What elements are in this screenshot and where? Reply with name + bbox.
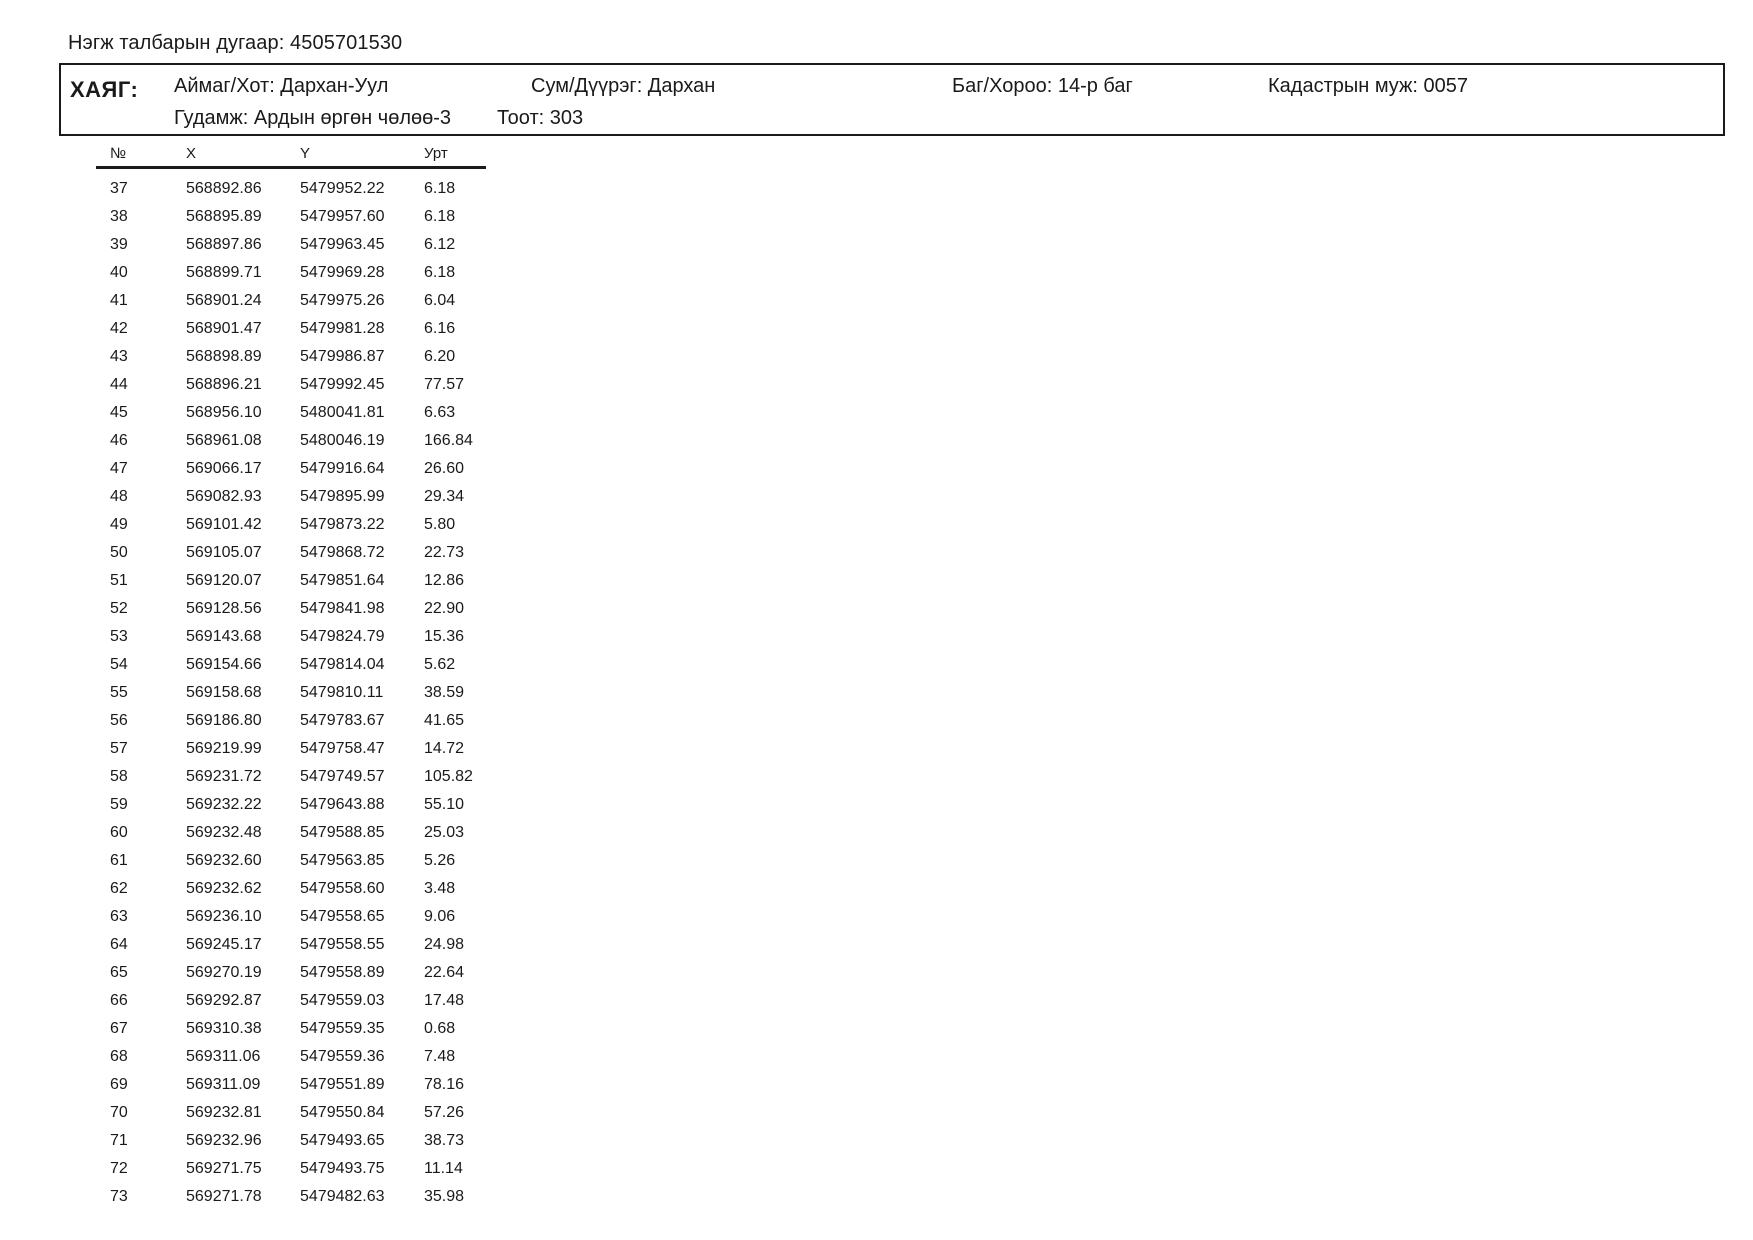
cell-length: 29.34 — [424, 488, 465, 505]
cell-length: 12.86 — [424, 572, 465, 589]
cell-number: 57 — [110, 740, 128, 757]
cell-length: 166.84 — [424, 432, 473, 449]
cell-length: 15.36 — [424, 628, 465, 645]
cell-y: 5479975.26 — [300, 292, 385, 309]
cell-length: 6.18 — [424, 208, 456, 225]
cell-length: 55.10 — [424, 796, 465, 813]
cell-y: 5479588.85 — [300, 824, 385, 841]
cell-y: 5479559.36 — [300, 1048, 385, 1065]
cell-y: 5479992.45 — [300, 376, 385, 393]
table-row — [96, 791, 486, 819]
cell-number: 38 — [110, 208, 128, 225]
cell-length: 5.26 — [424, 852, 456, 869]
cell-x: 569158.68 — [186, 684, 262, 701]
cell-x: 569143.68 — [186, 628, 262, 645]
cell-x: 569232.81 — [186, 1104, 262, 1121]
table-row — [96, 1155, 486, 1183]
cell-length: 14.72 — [424, 740, 465, 757]
cell-number: 60 — [110, 824, 128, 841]
cell-x: 569154.66 — [186, 656, 262, 673]
table-row — [96, 203, 486, 231]
cell-number: 46 — [110, 432, 128, 449]
cell-x: 569270.19 — [186, 964, 262, 981]
cell-x: 569101.42 — [186, 516, 262, 533]
table-row — [96, 168, 486, 204]
cell-x: 568896.21 — [186, 376, 262, 393]
cell-number: 62 — [110, 880, 128, 897]
cell-number: 43 — [110, 348, 128, 365]
cell-number: 44 — [110, 376, 128, 393]
cell-length: 105.82 — [424, 768, 473, 785]
cell-y: 5479482.63 — [300, 1188, 385, 1205]
cell-x: 568892.86 — [186, 180, 262, 197]
cell-y: 5480046.19 — [300, 432, 385, 449]
table-row — [96, 455, 486, 483]
cell-y: 5479841.98 — [300, 600, 385, 617]
cell-y: 5479558.55 — [300, 936, 385, 953]
cell-y: 5479559.03 — [300, 992, 385, 1009]
table-row — [96, 959, 486, 987]
cell-number: 40 — [110, 264, 128, 281]
table-row — [96, 875, 486, 903]
cell-length: 17.48 — [424, 992, 465, 1009]
cell-x: 569311.09 — [186, 1076, 261, 1093]
cell-number: 48 — [110, 488, 128, 505]
table-row — [96, 1043, 486, 1071]
cell-y: 5479814.04 — [300, 656, 385, 673]
cell-x: 569082.93 — [186, 488, 262, 505]
cell-y: 5479810.11 — [300, 684, 384, 701]
cell-number: 65 — [110, 964, 128, 981]
cell-y: 5479851.64 — [300, 572, 385, 589]
cell-number: 39 — [110, 236, 128, 253]
cell-x: 569120.07 — [186, 572, 262, 589]
table-row — [96, 1127, 486, 1155]
coordinate-table — [96, 140, 486, 1211]
cell-y: 5479558.60 — [300, 880, 385, 897]
cell-x: 569310.38 — [186, 1020, 262, 1037]
table-row — [96, 231, 486, 259]
gudamj-field: Гудамж: Ардын өргөн чөлөө-3 — [174, 107, 452, 129]
table-row — [96, 567, 486, 595]
table-row — [96, 763, 486, 791]
cell-x: 568897.86 — [186, 236, 262, 253]
cell-x: 568961.08 — [186, 432, 262, 449]
cell-number: 55 — [110, 684, 128, 701]
cell-length: 77.57 — [424, 376, 465, 393]
cell-length: 22.90 — [424, 600, 465, 617]
table-row — [96, 847, 486, 875]
cell-y: 5479559.35 — [300, 1020, 385, 1037]
table-row — [96, 315, 486, 343]
cell-x: 569066.17 — [186, 460, 262, 477]
cell-y: 5479758.47 — [300, 740, 385, 757]
table-row — [96, 931, 486, 959]
cell-x: 569232.48 — [186, 824, 262, 841]
cell-x: 569311.06 — [186, 1048, 261, 1065]
cell-number: 42 — [110, 320, 128, 337]
cell-length: 26.60 — [424, 460, 465, 477]
cell-y: 5479493.75 — [300, 1160, 385, 1177]
cell-length: 38.73 — [424, 1132, 465, 1149]
cell-x: 569232.62 — [186, 880, 262, 897]
cell-number: 49 — [110, 516, 128, 533]
cell-length: 0.68 — [424, 1020, 456, 1037]
cell-length: 6.20 — [424, 348, 456, 365]
cell-y: 5479963.45 — [300, 236, 385, 253]
cell-length: 5.62 — [424, 656, 456, 673]
cell-length: 6.04 — [424, 292, 456, 309]
cell-y: 5479558.89 — [300, 964, 385, 981]
table-row — [96, 343, 486, 371]
cell-x: 568898.89 — [186, 348, 262, 365]
cell-number: 41 — [110, 292, 128, 309]
cell-y: 5479969.28 — [300, 264, 385, 281]
table-row — [96, 427, 486, 455]
cell-y: 5479868.72 — [300, 544, 385, 561]
cell-number: 50 — [110, 544, 128, 561]
cell-length: 22.64 — [424, 964, 465, 981]
cell-number: 73 — [110, 1188, 128, 1205]
cell-x: 568899.71 — [186, 264, 262, 281]
address-label: ХАЯГ: — [70, 77, 139, 102]
cell-x: 569232.96 — [186, 1132, 262, 1149]
cell-number: 66 — [110, 992, 128, 1009]
cell-length: 22.73 — [424, 544, 465, 561]
cell-length: 6.18 — [424, 264, 456, 281]
table-row — [96, 679, 486, 707]
cell-length: 6.16 — [424, 320, 456, 337]
unit-number: Нэгж талбарын дугаар: 4505701530 — [68, 32, 403, 54]
cell-y: 5479957.60 — [300, 208, 385, 225]
cell-length: 25.03 — [424, 824, 465, 841]
table-row — [96, 1071, 486, 1099]
cell-x: 569292.87 — [186, 992, 262, 1009]
cell-x: 569232.22 — [186, 796, 262, 813]
cell-x: 569231.72 — [186, 768, 262, 785]
cell-x: 568956.10 — [186, 404, 262, 421]
cell-number: 71 — [110, 1132, 128, 1149]
cell-y: 5479643.88 — [300, 796, 385, 813]
cell-length: 41.65 — [424, 712, 465, 729]
cell-length: 38.59 — [424, 684, 465, 701]
cell-number: 53 — [110, 628, 128, 645]
cell-x: 569128.56 — [186, 600, 262, 617]
cell-y: 5479558.65 — [300, 908, 385, 925]
cell-y: 5479563.85 — [300, 852, 385, 869]
cell-length: 7.48 — [424, 1048, 456, 1065]
table-row — [96, 1015, 486, 1043]
cell-number: 37 — [110, 180, 128, 197]
cell-y: 5479873.22 — [300, 516, 385, 533]
cell-y: 5479824.79 — [300, 628, 385, 645]
table-row — [96, 735, 486, 763]
cell-x: 568901.47 — [186, 320, 262, 337]
cell-number: 72 — [110, 1160, 128, 1177]
cell-x: 569105.07 — [186, 544, 262, 561]
cell-y: 5479916.64 — [300, 460, 385, 477]
table-row — [96, 987, 486, 1015]
bag-field: Баг/Хороо: 14-р баг — [952, 75, 1133, 97]
cell-y: 5479952.22 — [300, 180, 385, 197]
cell-x: 569236.10 — [186, 908, 262, 925]
cell-x: 569186.80 — [186, 712, 262, 729]
column-header-length: Урт — [424, 140, 486, 168]
table-row — [96, 483, 486, 511]
cell-number: 59 — [110, 796, 128, 813]
table-row — [96, 1183, 486, 1211]
table-body — [96, 168, 486, 1212]
table-row — [96, 819, 486, 847]
cell-length: 5.80 — [424, 516, 456, 533]
cell-x: 568895.89 — [186, 208, 262, 225]
table-row — [96, 595, 486, 623]
cell-length: 3.48 — [424, 880, 456, 897]
cell-y: 5479493.65 — [300, 1132, 385, 1149]
cell-length: 6.18 — [424, 180, 456, 197]
cell-length: 6.12 — [424, 236, 456, 253]
column-header-y: Y — [300, 140, 424, 168]
cell-length: 35.98 — [424, 1188, 465, 1205]
cell-length: 24.98 — [424, 936, 465, 953]
table-row — [96, 1099, 486, 1127]
cell-x: 569245.17 — [186, 936, 262, 953]
cell-number: 61 — [110, 852, 128, 869]
column-header-x: X — [186, 140, 300, 168]
cell-number: 70 — [110, 1104, 128, 1121]
table-row — [96, 287, 486, 315]
toot-field: Тоот: 303 — [497, 107, 584, 129]
sum-field: Сум/Дүүрэг: Дархан — [531, 75, 716, 97]
table-row — [96, 371, 486, 399]
cell-y: 5479895.99 — [300, 488, 385, 505]
cell-length: 6.63 — [424, 404, 456, 421]
table-row — [96, 511, 486, 539]
table-row — [96, 623, 486, 651]
cell-length: 11.14 — [424, 1160, 463, 1177]
kadastr-field: Кадастрын муж: 0057 — [1268, 75, 1469, 97]
table-row — [96, 651, 486, 679]
cell-length: 9.06 — [424, 908, 456, 925]
cell-x: 569232.60 — [186, 852, 262, 869]
address-box — [59, 63, 1725, 136]
cell-x: 568901.24 — [186, 292, 262, 309]
cell-x: 569271.75 — [186, 1160, 262, 1177]
cell-y: 5479749.57 — [300, 768, 385, 785]
cell-y: 5479550.84 — [300, 1104, 385, 1121]
cell-length: 78.16 — [424, 1076, 465, 1093]
cell-number: 47 — [110, 460, 128, 477]
cell-x: 569219.99 — [186, 740, 262, 757]
cell-y: 5479551.89 — [300, 1076, 385, 1093]
table-row — [96, 539, 486, 567]
cell-number: 54 — [110, 656, 128, 673]
table-header-row — [96, 140, 486, 168]
table-row — [96, 707, 486, 735]
cell-number: 52 — [110, 600, 128, 617]
cell-number: 58 — [110, 768, 128, 785]
column-header-number: № — [96, 140, 186, 168]
aimag-field: Аймаг/Хот: Дархан-Уул — [174, 75, 389, 97]
cell-y: 5479981.28 — [300, 320, 385, 337]
cell-number: 68 — [110, 1048, 128, 1065]
cell-number: 56 — [110, 712, 128, 729]
cell-number: 51 — [110, 572, 128, 589]
cell-y: 5480041.81 — [300, 404, 385, 421]
cell-length: 57.26 — [424, 1104, 465, 1121]
cell-y: 5479783.67 — [300, 712, 385, 729]
table-row — [96, 399, 486, 427]
cell-number: 64 — [110, 936, 128, 953]
cell-x: 569271.78 — [186, 1188, 262, 1205]
cell-y: 5479986.87 — [300, 348, 385, 365]
cell-number: 45 — [110, 404, 128, 421]
cell-number: 67 — [110, 1020, 128, 1037]
cell-number: 63 — [110, 908, 128, 925]
table-row — [96, 903, 486, 931]
cell-number: 69 — [110, 1076, 128, 1093]
table-row — [96, 259, 486, 287]
